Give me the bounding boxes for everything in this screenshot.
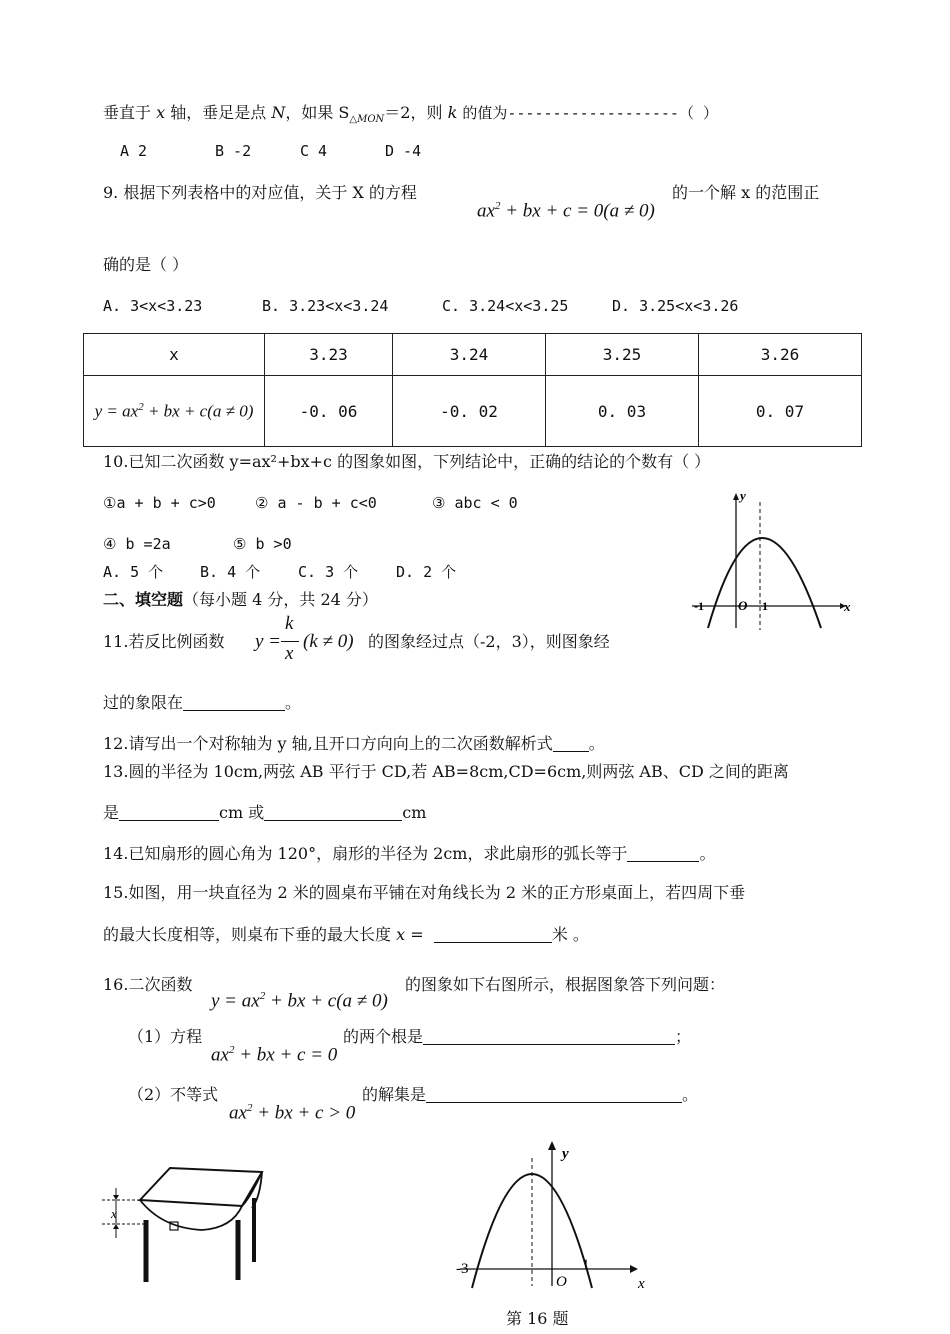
q11-fraction-bar (281, 641, 299, 642)
q16-function: $y = ax^2$ + bx + c(a ≠ 0) (211, 990, 388, 1012)
q16-parabola-graph (452, 1136, 658, 1292)
q10-option-c: C. 3 个 (298, 563, 359, 581)
q9-equation: $ax^2$ + bx + c = 0(a ≠ 0) (477, 200, 655, 222)
section-2-heading: 二、填空题（每小题 4 分，共 24 分） (103, 590, 378, 609)
origin-label: O (556, 1274, 567, 1290)
q11-func-den: x (285, 643, 294, 664)
q13-text: 13.圆的半径为 10cm,两弦 AB 平行于 CD,若 AB=8cm,CD=6cm,则两弦 AB、CD 之间的距离 (103, 762, 789, 781)
q15-line1: 15.如图，用一块直径为 2 米的圆桌布平铺在对角线长为 2 米的正方形桌面上，若四周下垂 (103, 883, 746, 902)
table-top (140, 1168, 262, 1206)
x-axis-arrow (630, 1265, 638, 1273)
table-header-cell: 3.26 (699, 334, 862, 376)
q9-value-table (83, 333, 862, 447)
q14-answer-blank[interactable] (627, 845, 699, 862)
q11-func-rest: (k ≠ 0) (303, 631, 354, 652)
q9-option-c: C. 3.24<x<3.25 (442, 297, 569, 315)
q8-stem: 垂直于 x 轴，垂足是点 N，如果 $S_{\triangle MON}=2$，则 k 的值为-------------------（ ） (103, 103, 718, 126)
q9-stem-b: 的一个解 x 的范围正 (672, 183, 820, 202)
q8-option-a: A 2 (120, 142, 148, 160)
q16-sub2-suffix: 的解集是 。 (362, 1085, 699, 1104)
q9-stem-a: 9. 根据下列表格中的对应值，关于 X 的方程 (103, 183, 417, 202)
y-axis-arrow (733, 493, 739, 500)
q16-prefix: 16.二次函数 (103, 975, 193, 994)
q16-figure-caption: 第 16 题 (506, 1309, 569, 1328)
x-axis-label: x (638, 1276, 645, 1292)
q10-condition-2: ② a - b + c<0 (255, 494, 377, 512)
y-axis-arrow (548, 1141, 556, 1150)
q12-answer-blank[interactable] (553, 735, 589, 752)
table-cell: -0. 02 (393, 376, 546, 447)
q16-suffix: 的图象如下右图所示，根据图象答下列问题： (405, 975, 726, 994)
q10-option-d: D. 2 个 (396, 563, 457, 581)
table-row-label: $y = ax^2$ + bx + c(a ≠ 0) (84, 376, 265, 447)
q10-option-b: B. 4 个 (200, 563, 261, 581)
q11-line2: 过的象限在 。 (103, 693, 302, 712)
origin-label: O (738, 598, 748, 613)
dim-arrowhead-bottom (113, 1224, 119, 1229)
q8-option-c: C 4 (300, 142, 328, 160)
table-header-cell: 3.24 (393, 334, 546, 376)
dim-label-x: x (111, 1206, 117, 1221)
q9-stem-c: 确的是（ ） (103, 255, 189, 274)
q10-stem: 10.已知二次函数 y=ax²+bx+c 的图象如图，下列结论中，正确的结论的个数有（ ） (103, 452, 711, 471)
table-cell: 0. 03 (546, 376, 699, 447)
q13-line2: 是 cm 或 cm (103, 803, 427, 822)
y-axis-label: y (562, 1146, 569, 1162)
q10-condition-3: ③ abc < 0 (432, 494, 518, 512)
q12-text: 12.请写出一个对称轴为 y 轴,且开口方向向上的二次函数解析式 。 (103, 734, 605, 753)
tick-label-pos: 1 (762, 599, 768, 613)
q10-condition-1: ①a + b + c>0 (103, 494, 216, 512)
q10-parabola-graph (688, 488, 860, 633)
q10-condition-4: ④ b =2a (103, 535, 171, 553)
tablecloth-figure (102, 1158, 272, 1288)
q10-condition-5: ⑤ b >0 (233, 535, 292, 553)
q11-suffix: 的图象经过点（-2，3），则图象经 (368, 632, 610, 651)
q9-option-d: D. 3.25<x<3.26 (612, 297, 739, 315)
q8-option-d: D -4 (385, 142, 422, 160)
q11-func-lhs: y = (255, 631, 282, 652)
q16-sub2-answer-blank[interactable] (426, 1086, 682, 1103)
tick-label-pos: 1 (582, 1257, 590, 1273)
dim-arrowhead-top (113, 1195, 119, 1200)
q16-sub1-answer-blank[interactable] (423, 1028, 675, 1045)
q16-sub1-equation: $ax^2$ + bx + c = 0 (211, 1044, 338, 1066)
x-axis-label: x (844, 599, 851, 614)
table-cell: -0. 06 (265, 376, 393, 447)
q11-func-num: k (285, 613, 294, 634)
q16-sub2-equation: $ax^2$ + bx + c > 0 (229, 1102, 356, 1124)
table-header-cell: 3.25 (546, 334, 699, 376)
q15-line2: 的最大长度相等，则桌布下垂的最大长度 x = 米 。 (103, 925, 589, 944)
q16-sub1-suffix: 的两个根是 ； (343, 1027, 692, 1046)
q16-sub2-prefix: （2）不等式 (128, 1085, 219, 1104)
tick-label-neg: -1 (694, 599, 704, 613)
q16-sub1-prefix: （1）方程 (128, 1027, 203, 1046)
table-header-cell: 3.23 (265, 334, 393, 376)
q9-option-b: B. 3.23<x<3.24 (262, 297, 389, 315)
y-axis-label: y (740, 488, 746, 503)
q14-text: 14.已知扇形的圆心角为 120°，扇形的半径为 2cm，求此扇形的弧长等于 。 (103, 844, 716, 863)
table-header-x: x (84, 334, 265, 376)
table-cell: 0. 07 (699, 376, 862, 447)
q8-option-b: B -2 (215, 142, 252, 160)
q13-answer-blank-1[interactable] (119, 804, 219, 821)
tick-label-neg: -3 (456, 1261, 469, 1277)
q11-answer-blank[interactable] (183, 694, 285, 711)
q13-answer-blank-2[interactable] (264, 804, 402, 821)
q15-answer-blank[interactable] (434, 926, 552, 943)
parabola-curve (708, 538, 821, 628)
q11-prefix: 11.若反比例函数 (103, 632, 225, 651)
q9-option-a: A. 3<x<3.23 (103, 297, 203, 315)
q10-option-a: A. 5 个 (103, 563, 164, 581)
